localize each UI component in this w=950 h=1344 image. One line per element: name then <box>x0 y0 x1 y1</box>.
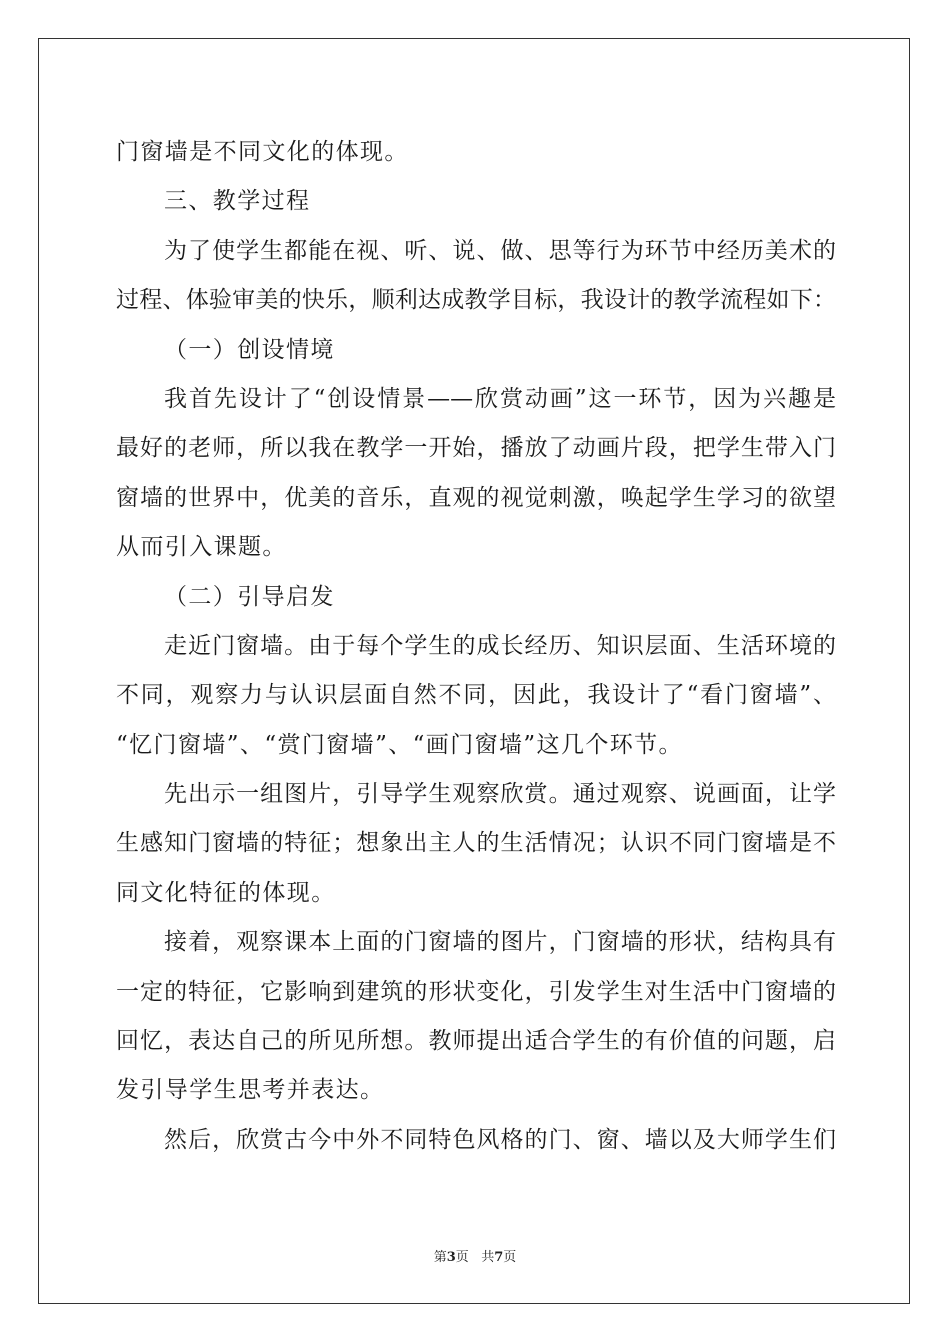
document-body <box>116 128 836 1165</box>
section-heading: 三、教学过程 <box>164 188 311 215</box>
text-line: 过程、体验审美的快乐，顺利达成教学目标，我设计的教学流程如下： <box>116 287 836 314</box>
text-line: 发引导学生思考并表达。 <box>116 1077 385 1104</box>
current-page-number: 3 <box>446 1250 456 1265</box>
text-line: 我首先设计了“创设情景——欣赏动画”这一环节，因为兴趣是 <box>164 385 836 412</box>
footer-total-unit: 页 <box>503 1250 517 1265</box>
text-line: 一定的特征，它影响到建筑的形状变化，引发学生对生活中门窗墙的 <box>116 978 836 1005</box>
text-line: 最好的老师，所以我在教学一开始，播放了动画片段，把学生带入门 <box>116 435 836 462</box>
text-line: 回忆，表达自己的所见所想。教师提出适合学生的有价值的问题，启 <box>116 1028 836 1055</box>
text-line: 从而引入课题。 <box>116 534 287 561</box>
text-line: 不同，观察力与认识层面自然不同，因此，我设计了“看门窗墙”、 <box>116 682 836 709</box>
footer-page-unit: 页 <box>455 1250 469 1265</box>
text-line: 门窗墙是不同文化的体现。 <box>116 139 409 165</box>
text-line: 同文化特征的体现。 <box>116 879 336 906</box>
subsection-heading: （一）创设情境 <box>164 336 335 363</box>
text-line: 走近门窗墙。由于每个学生的成长经历、知识层面、生活环境的 <box>164 632 836 659</box>
text-line: 为了使学生都能在视、听、说、做、思等行为环节中经历美术的 <box>164 237 836 264</box>
text-line: 然后，欣赏古今中外不同特色风格的门、窗、墙以及大师学生们 <box>164 1126 836 1153</box>
text-line: “忆门窗墙”、“赏门窗墙”、“画门窗墙”这几个环节。 <box>116 731 683 758</box>
page-footer <box>0 1246 950 1265</box>
subsection-heading: （二）引导启发 <box>164 583 335 610</box>
text-line: 窗墙的世界中，优美的音乐，直观的视觉刺激，唤起学生学习的欲望 <box>116 484 836 511</box>
footer-prefix: 第 <box>433 1250 447 1265</box>
total-page-number: 7 <box>494 1250 504 1265</box>
text-line: 接着，观察课本上面的门窗墙的图片，门窗墙的形状，结构具有 <box>164 929 836 956</box>
footer-total-prefix: 共 <box>481 1250 495 1265</box>
text-line: 先出示一组图片，引导学生观察欣赏。通过观察、说画面，让学 <box>164 781 836 808</box>
text-line: 生感知门窗墙的特征；想象出主人的生活情况；认识不同门窗墙是不 <box>116 830 836 857</box>
